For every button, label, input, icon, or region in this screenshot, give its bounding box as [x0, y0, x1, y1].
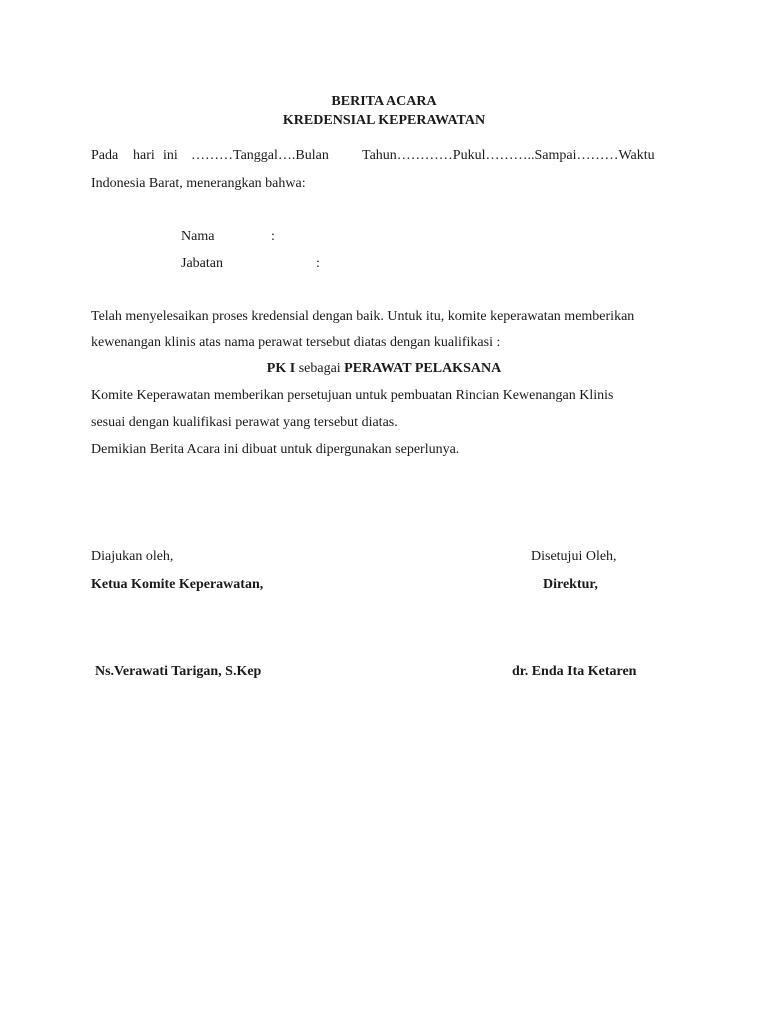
intro-time-fields: Tahun…………Pukul………..Sampai………Waktu [362, 148, 655, 163]
intro-hari: hari [133, 148, 155, 163]
qualification-sebagai: sebagai [298, 361, 341, 376]
field-nama-colon: : [271, 229, 275, 244]
signature-left-name: Ns.Verawati Tarigan, S.Kep [95, 664, 262, 679]
field-nama-label: Nama [181, 229, 215, 244]
field-jabatan-colon: : [316, 256, 320, 271]
qualification-pk: PK I [266, 361, 296, 376]
field-jabatan-label: Jabatan [181, 256, 223, 271]
signature-right-title: Direktur, [543, 577, 598, 592]
para3: Demikian Berita Acara ini dibuat untuk dipergunakan seperlunya. [91, 442, 460, 457]
intro-line2: Indonesia Barat, menerangkan bahwa: [91, 176, 306, 191]
signature-left-title: Ketua Komite Keperawatan, [91, 577, 264, 592]
qualification-role: PERAWAT PELAKSANA [344, 361, 502, 376]
para1-line2: kewenangan klinis atas nama perawat tersebut diatas dengan kualifikasi : [91, 335, 501, 350]
para1-line1: Telah menyelesaikan proses kredensial dengan baik. Untuk itu, komite keperawatan memberikan [91, 309, 635, 324]
para2-line1: Komite Keperawatan memberikan persetujuan untuk pembuatan Rincian Kewenangan Klinis [91, 388, 614, 403]
signature-left-label: Diajukan oleh, [91, 549, 174, 564]
intro-ini: ini [163, 148, 178, 163]
qualification-line [0, 361, 768, 377]
intro-date-fields: ………Tanggal….Bulan [191, 148, 329, 163]
para2-line2: sesuai dengan kualifikasi perawat yang tersebut diatas. [91, 415, 398, 430]
signature-right-label: Disetujui Oleh, [531, 549, 617, 564]
document-title-line1: BERITA ACARA [331, 94, 437, 109]
intro-pada: Pada [91, 148, 119, 163]
document-title-line2: KREDENSIAL KEPERAWATAN [282, 113, 486, 128]
signature-right-name: dr. Enda Ita Ketaren [512, 664, 637, 679]
